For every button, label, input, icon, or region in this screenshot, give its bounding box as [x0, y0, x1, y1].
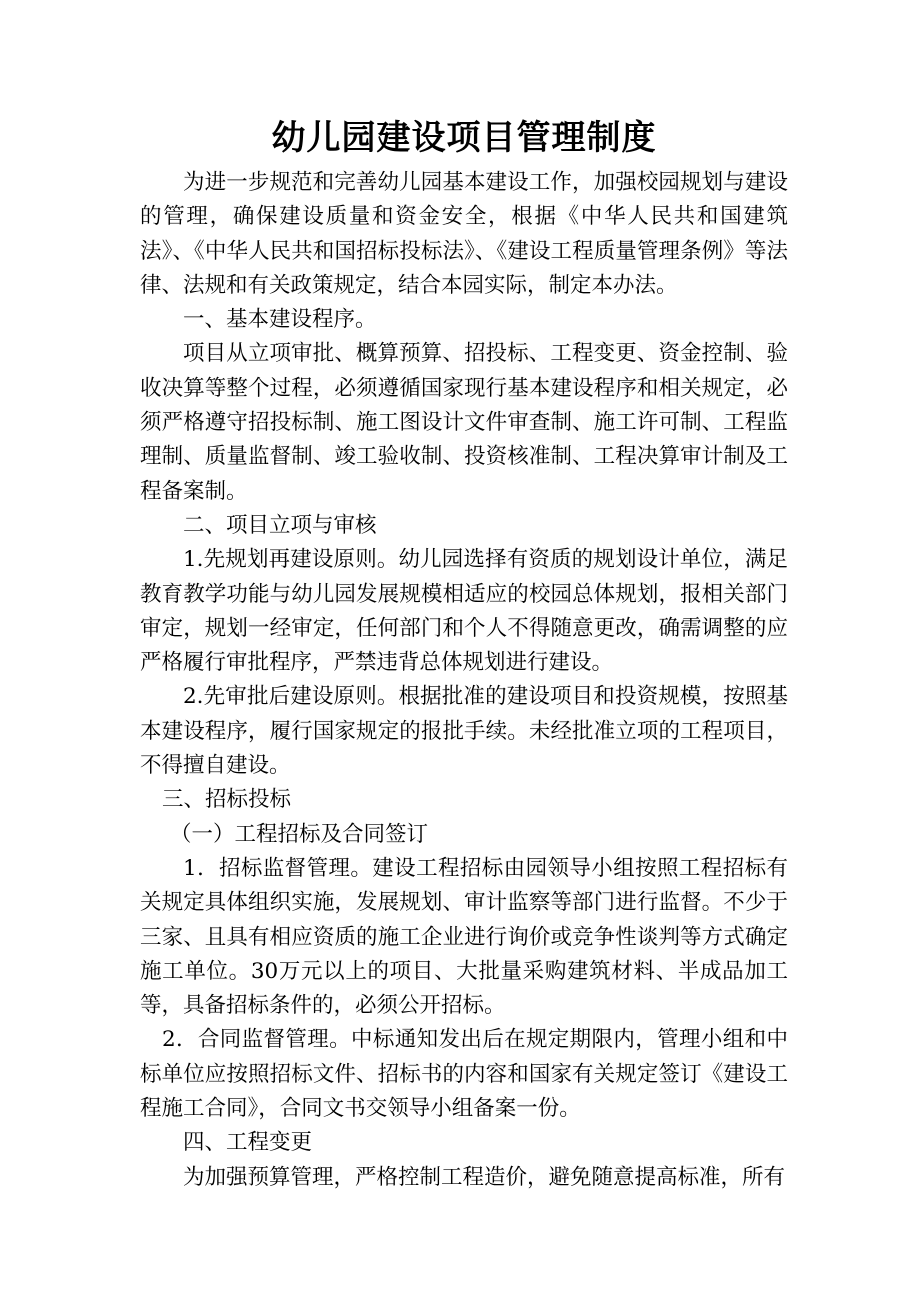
- section-3-item-2: 2．合同监督管理。中标通知发出后在规定期限内，管理小组和中标单位应按照招标文件、招标书的内容和国家有关规定签订《建设工程施工合同》，合同文书交领导小组备案一份。: [140, 1027, 788, 1122]
- intro-paragraph: 为进一步规范和完善幼儿园基本建设工作，加强校园规划与建设的管理，确保建设质量和资金安全，根据《中华人民共和国建筑法》、《中华人民共和国招标投标法》、《建设工程质量管理条例》等法律、法规和有关政策规定，结合本园实际，制定本办法。: [140, 170, 788, 298]
- section-heading-2: 二、项目立项与审核: [183, 512, 377, 538]
- section-2-item-2: 2.先审批后建设原则。根据批准的建设项目和投资规模，按照基本建设程序，履行国家规定的报批手续。未经批准立项的工程项目，不得擅自建设。: [140, 684, 788, 779]
- section-1-paragraph: 项目从立项审批、概算预算、招投标、工程变更、资金控制、验收决算等整个过程，必须遵循国家现行基本建设程序和相关规定，必须严格遵守招投标制、施工图设计文件审查制、施工许可制、工程监理制、质量监督制、竣工验收制、投资核准制、工程决算审计制及工程备案制。: [140, 341, 788, 504]
- section-heading-3: 三、招标投标: [162, 787, 292, 813]
- section-2-item-1: 1.先规划再建设原则。幼儿园选择有资质的规划设计单位，满足教育教学功能与幼儿园发展规模相适应的校园总体规划，报相关部门审定，规划一经审定，任何部门和个人不得随意更改，确需调整的应严格履行审批程序，严禁违背总体规划进行建设。: [140, 547, 788, 676]
- document-title: 幼儿园建设项目管理制度: [271, 118, 657, 158]
- section-heading-1: 一、基本建设程序。: [183, 307, 377, 333]
- section-heading-4: 四、工程变更: [183, 1130, 313, 1156]
- subsection-heading-3-1: （一）工程招标及合同签订: [170, 821, 429, 847]
- section-3-item-1: 1．招标监督管理。建设工程招标由园领导小组按照工程招标有关规定具体组织实施，发展规划、审计监察等部门进行监督。不少于三家、且具有相应资质的施工企业进行询价或竞争性谈判等方式确定施工单位。30万元以上的项目、大批量采购建筑材料、半成品加工等，具备招标条件的，必须公开招标。: [140, 855, 788, 1019]
- section-4-paragraph: 为加强预算管理，严格控制工程造价，避免随意提高标准，所有: [183, 1164, 786, 1190]
- document-page: [140, 110, 788, 1195]
